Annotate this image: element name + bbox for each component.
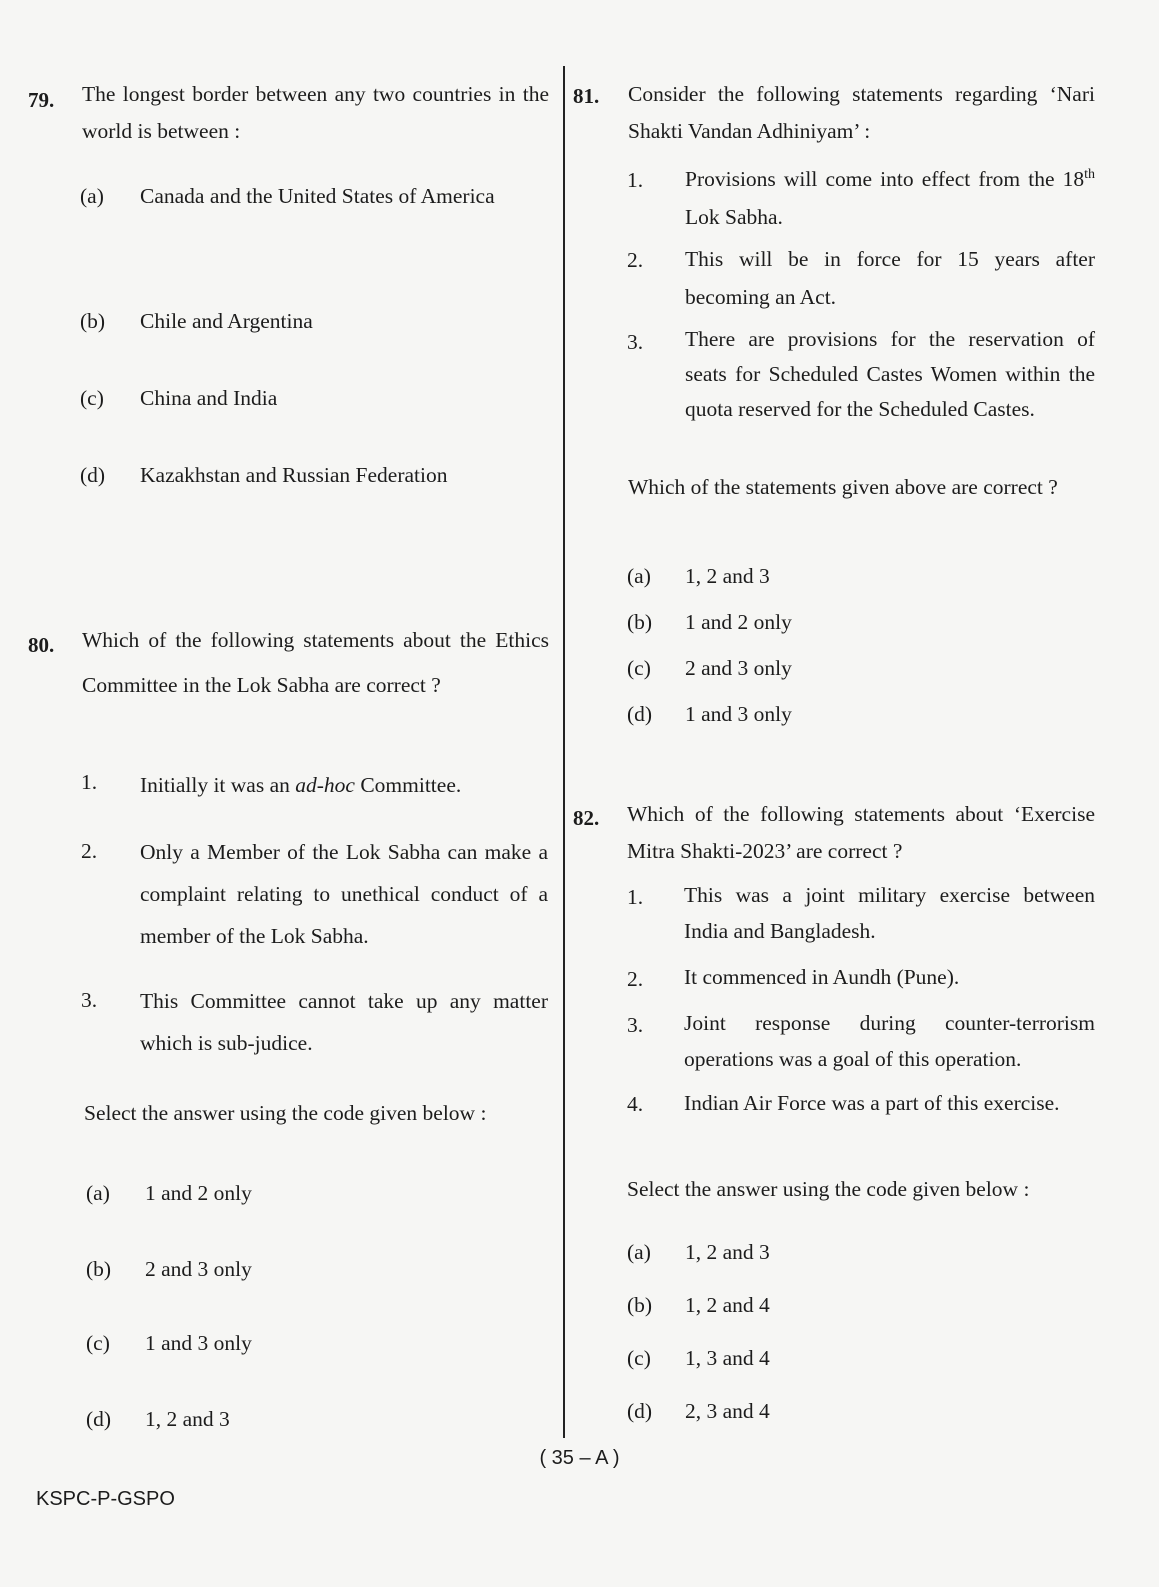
option-label: (b) xyxy=(627,610,653,634)
page-number: ( 35 – A ) xyxy=(539,1447,620,1469)
option-label: (c) xyxy=(80,386,104,410)
statement-text xyxy=(685,160,1095,236)
statement-number: 2. xyxy=(627,967,644,991)
answer-instruction: Which of the statements given above are correct ? xyxy=(628,475,1058,499)
statement-text: Only a Member of the Lok Sabha can make a complaint relating to unethical conduct of a member of the Lok Sabha. xyxy=(140,840,548,948)
statement-number: 3. xyxy=(627,330,644,354)
ordinal-suffix: th xyxy=(1084,166,1095,182)
option-text: 1, 2 and 3 xyxy=(685,1240,770,1264)
option-text: 1 and 3 only xyxy=(145,1331,252,1355)
statement-text: It commenced in Aundh (Pune). xyxy=(684,965,960,989)
option-label: (a) xyxy=(627,1240,651,1264)
question-number: 79. xyxy=(28,88,55,112)
statement-number: 4. xyxy=(627,1092,644,1116)
statement-number: 1. xyxy=(627,168,644,192)
option-text: 1, 2 and 3 xyxy=(145,1407,230,1431)
option-text: Canada and the United States of America xyxy=(140,184,495,208)
statement-text: Indian Air Force was a part of this exercise. xyxy=(684,1091,1060,1115)
option-label: (b) xyxy=(627,1293,653,1317)
question-number: 81. xyxy=(573,84,600,108)
statement-text: Joint response during counter-terrorism operations was a goal of this operation. xyxy=(684,1011,1095,1071)
answer-instruction: Select the answer using the code given below : xyxy=(84,1101,487,1125)
statement-number: 2. xyxy=(81,839,98,863)
statement-text-part: Initially it was an xyxy=(140,773,296,797)
column-divider xyxy=(563,66,565,1438)
question-number: 82. xyxy=(573,806,600,830)
option-text: 1 and 2 only xyxy=(685,610,792,634)
answer-instruction: Select the answer using the code given below : xyxy=(627,1177,1030,1201)
option-label: (a) xyxy=(86,1181,110,1205)
option-text: Kazakhstan and Russian Federation xyxy=(140,463,448,487)
statement-text: This was a joint military exercise between India and Bangladesh. xyxy=(684,883,1095,943)
option-text: 2 and 3 only xyxy=(145,1257,252,1281)
option-text: 2 and 3 only xyxy=(685,656,792,680)
option-text: 2, 3 and 4 xyxy=(685,1399,770,1423)
option-label: (a) xyxy=(80,184,104,208)
option-text: Chile and Argentina xyxy=(140,309,313,333)
statement-text-part: Provisions will come into effect from the xyxy=(685,167,1063,191)
statement-ordinal-number: 18 xyxy=(1062,167,1085,191)
question-stem: Consider the following statements regarding ‘Nari Shakti Vandan Adhiniyam’ : xyxy=(628,82,1095,143)
question-number: 80. xyxy=(28,633,55,657)
statement-text-italic: ad-hoc xyxy=(295,773,355,797)
question-stem: Which of the following statements about the Ethics Committee in the Lok Sabha are correct ? xyxy=(82,628,549,697)
statement-text-part: Lok Sabha. xyxy=(685,205,783,229)
option-label: (d) xyxy=(627,1399,653,1423)
option-label: (d) xyxy=(80,463,106,487)
statement-number: 1. xyxy=(81,770,98,794)
statement-text-part: Committee. xyxy=(354,773,462,797)
option-text: 1, 2 and 3 xyxy=(685,564,770,588)
statement-number: 1. xyxy=(627,885,644,909)
option-text: 1, 3 and 4 xyxy=(685,1346,770,1370)
paper-code: KSPC-P-GSPO xyxy=(36,1488,175,1510)
option-label: (c) xyxy=(627,656,651,680)
statement-text xyxy=(140,767,548,804)
question-stem: Which of the following statements about ‘Exercise Mitra Shakti-2023’ are correct ? xyxy=(627,802,1095,863)
statement-text: This Committee cannot take up any matter which is sub-judice. xyxy=(140,989,548,1055)
option-text: 1, 2 and 4 xyxy=(685,1293,770,1317)
statement-text: There are provisions for the reservation of seats for Scheduled Castes Women within the quota reserved for the Scheduled Castes. xyxy=(685,327,1095,421)
option-text: China and India xyxy=(140,386,278,410)
option-label: (b) xyxy=(80,309,106,333)
option-label: (a) xyxy=(627,564,651,588)
statement-number: 3. xyxy=(81,988,98,1012)
option-label: (c) xyxy=(86,1331,110,1355)
statement-number: 2. xyxy=(627,248,644,272)
statement-text: This will be in force for 15 years after becoming an Act. xyxy=(685,247,1095,309)
statement-number: 3. xyxy=(627,1013,644,1037)
question-stem: The longest border between any two countries in the world is between : xyxy=(82,82,549,143)
option-text: 1 and 2 only xyxy=(145,1181,252,1205)
option-text: 1 and 3 only xyxy=(685,702,792,726)
option-label: (d) xyxy=(86,1407,112,1431)
option-label: (c) xyxy=(627,1346,651,1370)
option-label: (d) xyxy=(627,702,653,726)
option-label: (b) xyxy=(86,1257,112,1281)
